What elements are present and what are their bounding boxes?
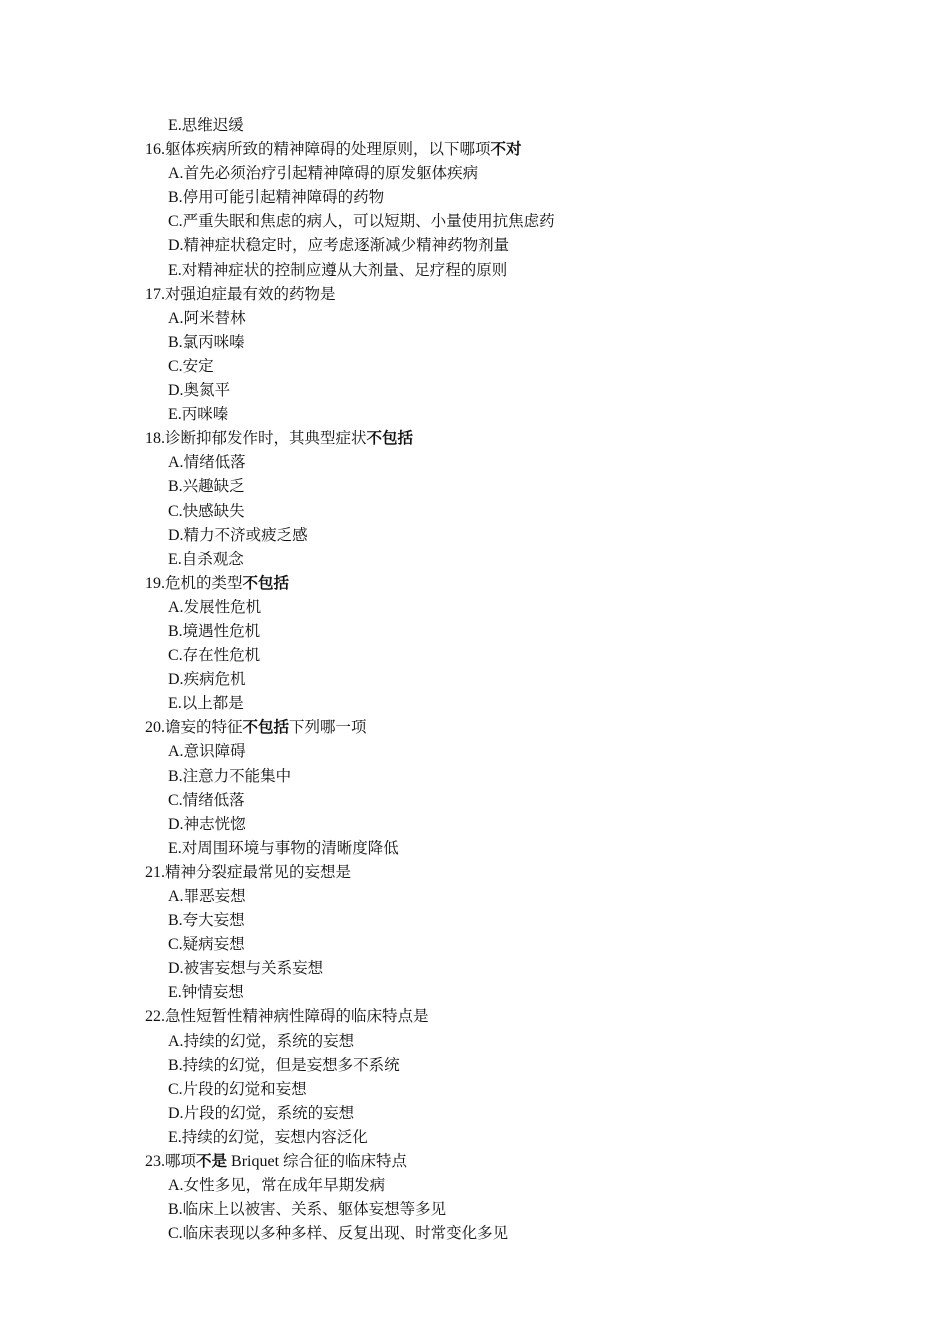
option-letter: A. (168, 309, 184, 327)
option-text: 停用可能引起精神障碍的药物 (182, 188, 385, 207)
option-line (0, 1221, 950, 1245)
question-text: 急性短暂性精神病性障碍的临床特点是 (165, 1007, 429, 1026)
option-line (0, 812, 950, 836)
option-letter: D. (168, 815, 184, 833)
option-text: 钟情妄想 (181, 983, 244, 1002)
option-letter: B. (168, 189, 183, 207)
option-letter: A. (168, 743, 184, 761)
option-text: 发展性危机 (183, 597, 262, 616)
option-text: 对周围环境与事物的清晰度降低 (181, 838, 399, 857)
question-emphasis: 不包括 (366, 429, 414, 448)
option-line (0, 185, 950, 209)
option-letter: E. (168, 984, 182, 1002)
option-line (0, 1173, 950, 1197)
exam-page (0, 113, 950, 1245)
option-letter: A. (168, 598, 184, 616)
option-letter: E. (168, 406, 182, 424)
option-line (0, 932, 950, 956)
option-letter: C. (168, 357, 183, 375)
option-line (0, 595, 950, 619)
question-number: 22. (145, 1008, 165, 1026)
question-text-tail: 综合征的临床特点 (283, 1152, 408, 1171)
option-text: 安定 (182, 356, 214, 375)
option-text: 丙咪嗪 (181, 405, 229, 424)
question-stem (0, 426, 950, 450)
option-letter: E. (168, 261, 182, 279)
option-letter: C. (168, 1225, 183, 1243)
option-line (0, 836, 950, 860)
option-line (0, 980, 950, 1004)
option-line (0, 619, 950, 643)
question-list (0, 137, 950, 1245)
option-letter: E. (168, 839, 182, 857)
option-text: 疾病危机 (183, 670, 246, 689)
option-text: 兴趣缺乏 (182, 477, 245, 496)
option-line (0, 1053, 950, 1077)
option-line (0, 209, 950, 233)
question-text: 精神分裂症最常见的妄想是 (165, 862, 352, 881)
option-line (0, 956, 950, 980)
option-line (0, 1029, 950, 1053)
option-text: 夸大妄想 (182, 911, 245, 930)
option-text: 疑病妄想 (182, 935, 245, 954)
option-text: 氯丙咪嗪 (182, 332, 245, 351)
option-line (0, 233, 950, 257)
option-letter: E. (168, 695, 182, 713)
option-letter: D. (168, 237, 184, 255)
question-stem (0, 1004, 950, 1028)
question-emphasis: 不包括 (242, 573, 290, 592)
option-letter: D. (168, 671, 184, 689)
option-text: 持续的幻觉，妄想内容泛化 (181, 1127, 368, 1146)
option-line (0, 643, 950, 667)
option-line (0, 258, 950, 282)
option-line (0, 1077, 950, 1101)
option-line (0, 739, 950, 763)
question-text-tail: 下列哪一项 (289, 718, 367, 737)
option-line (0, 523, 950, 547)
option-letter: B. (168, 333, 183, 351)
option-letter: A. (168, 165, 184, 183)
option-letter: C. (168, 936, 183, 954)
option-text: 对精神症状的控制应遵从大剂量、足疗程的原则 (181, 260, 508, 279)
option-text: 情绪低落 (182, 790, 245, 809)
option-line (0, 330, 950, 354)
option-letter: E. (168, 550, 182, 568)
option-letter: C. (168, 647, 183, 665)
option-line (0, 884, 950, 908)
option-letter: C. (168, 502, 183, 520)
option-letter: D. (168, 1104, 184, 1122)
option-letter: B. (168, 1056, 183, 1074)
option-text: 临床上以被害、关系、躯体妄想等多见 (182, 1200, 447, 1219)
option-letter: E. (168, 117, 182, 134)
option-text: 自杀观念 (181, 549, 244, 568)
option-text: 严重失眠和焦虑的病人，可以短期、小量使用抗焦虑药 (182, 212, 555, 231)
option-text: 女性多见，常在成年早期发病 (183, 1176, 386, 1195)
option-letter: A. (168, 1032, 184, 1050)
option-text: 临床表现以多种多样、反复出现、时常变化多见 (182, 1224, 509, 1243)
option-text: 境遇性危机 (182, 621, 261, 640)
option-line (0, 499, 950, 523)
option-letter: A. (168, 1177, 184, 1195)
option-letter: A. (168, 454, 184, 472)
option-line (0, 161, 950, 185)
option-text: 罪恶妄想 (183, 887, 246, 905)
option-line (0, 1197, 950, 1221)
option-letter: A. (168, 888, 184, 905)
option-text: 意识障碍 (183, 742, 246, 761)
question-stem (0, 282, 950, 306)
option-text: 奥氮平 (183, 381, 231, 400)
option-letter: B. (168, 767, 183, 785)
option-line (0, 113, 950, 137)
option-letter: C. (168, 213, 183, 231)
option-line (0, 1125, 950, 1149)
option-text: 阿米替林 (183, 308, 246, 327)
option-text: 片段的幻觉，系统的妄想 (183, 1103, 355, 1122)
option-text: 注意力不能集中 (182, 766, 292, 785)
option-text: 精神症状稳定时，应考虑逐渐减少精神药物剂量 (183, 236, 510, 255)
option-line (0, 474, 950, 498)
option-letter: E. (168, 1128, 182, 1146)
option-letter: C. (168, 791, 183, 809)
option-text: 持续的幻觉，但是妄想多不系统 (182, 1055, 400, 1074)
option-text: 情绪低落 (183, 453, 246, 472)
question-number: 20. (145, 719, 165, 737)
option-line (0, 1101, 950, 1125)
option-line (0, 450, 950, 474)
question-text: 哪项 (165, 1152, 197, 1171)
question-text: 危机的类型 (165, 573, 243, 592)
option-text: 存在性危机 (182, 646, 261, 665)
option-text: 快感缺失 (182, 501, 245, 520)
option-letter: D. (168, 526, 184, 544)
question-text: 诊断抑郁发作时，其典型症状 (165, 429, 367, 448)
option-letter: D. (168, 382, 184, 400)
option-line (0, 378, 950, 402)
option-line (0, 547, 950, 571)
option-text: 以上都是 (181, 694, 244, 713)
option-line (0, 402, 950, 426)
question-emphasis: 不对 (490, 140, 522, 159)
question-text: 躯体疾病所致的精神障碍的处理原则，以下哪项 (165, 140, 491, 159)
question-number: 21. (145, 863, 165, 881)
question-text: 对强迫症最有效的药物是 (165, 284, 336, 303)
option-text: 精力不济或疲乏感 (183, 525, 308, 544)
option-line (0, 306, 950, 330)
option-letter: B. (168, 912, 183, 930)
option-line (0, 667, 950, 691)
option-text: 持续的幻觉，系统的妄想 (183, 1031, 355, 1050)
option-letter: B. (168, 478, 183, 496)
question-stem (0, 715, 950, 739)
option-letter: B. (168, 1201, 183, 1219)
option-text: 思维迟缓 (181, 116, 244, 134)
option-letter: D. (168, 960, 184, 978)
question-number: 19. (145, 574, 165, 592)
option-line (0, 691, 950, 715)
question-number: 18. (145, 430, 165, 448)
question-emphasis: 不包括 (242, 718, 290, 737)
option-line (0, 788, 950, 812)
option-letter: C. (168, 1080, 183, 1098)
option-text: 神志恍惚 (183, 814, 246, 833)
question-number: 17. (145, 285, 165, 303)
question-term: Briquet (227, 1153, 284, 1171)
option-text: 被害妄想与关系妄想 (183, 959, 324, 978)
question-number: 16. (145, 141, 165, 159)
option-letter: B. (168, 622, 183, 640)
question-stem (0, 137, 950, 161)
option-line (0, 764, 950, 788)
question-emphasis: 不是 (196, 1152, 228, 1171)
option-line (0, 908, 950, 932)
question-text: 谵妄的特征 (165, 718, 243, 737)
option-text: 片段的幻觉和妄想 (182, 1079, 307, 1098)
question-stem (0, 571, 950, 595)
question-stem (0, 1149, 950, 1173)
question-number: 23. (145, 1153, 165, 1171)
option-text: 首先必须治疗引起精神障碍的原发躯体疾病 (183, 164, 479, 183)
option-line (0, 354, 950, 378)
question-stem (0, 860, 950, 884)
